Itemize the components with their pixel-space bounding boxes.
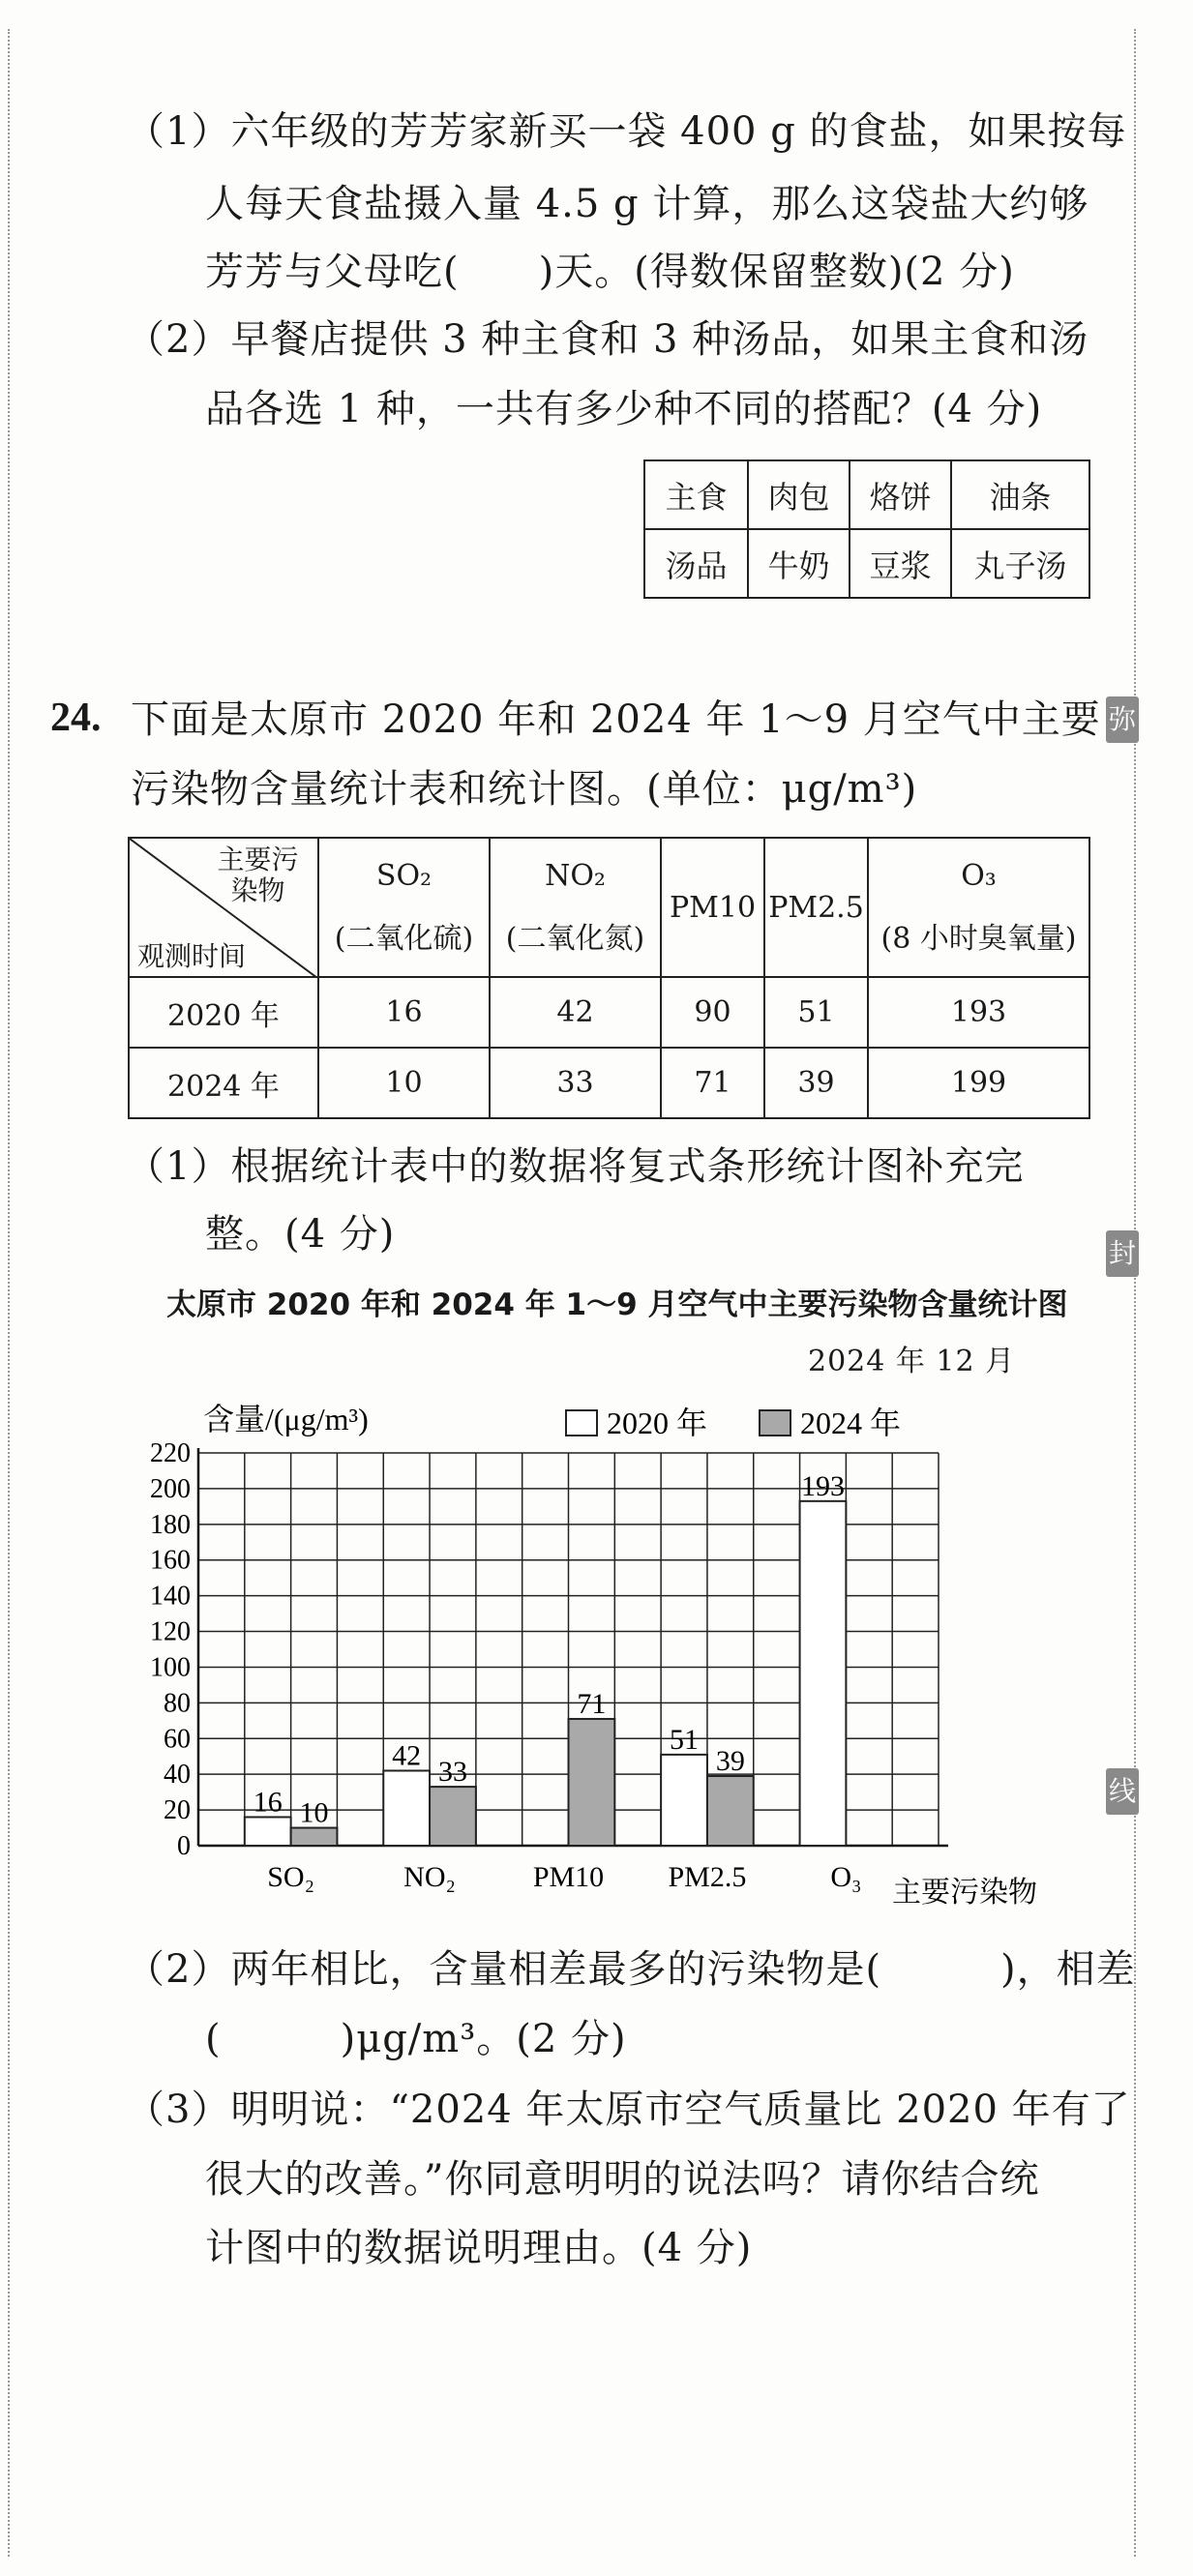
q24-p2-line1: （2）两年相比，含量相差最多的污染物是( )，相差: [126, 1947, 1136, 1992]
y-axis-label: 含量/(μg/m³): [203, 1402, 369, 1436]
row-label: 2024 年: [129, 1048, 318, 1118]
y-tick-label: 100: [150, 1652, 191, 1683]
q24-intro-line2: 污染物含量统计表和统计图。(单位：μg/m³): [131, 767, 918, 812]
menu-cell: 肉包: [748, 460, 850, 529]
menu-cell: 汤品: [644, 529, 748, 598]
x-tick-label: SO₂: [267, 1861, 315, 1893]
x-axis-label: 主要污染物: [892, 1877, 1037, 1909]
col-sub: (二氧化硫): [334, 921, 474, 956]
menu-cell: 豆浆: [850, 529, 951, 598]
q24-p3-line1: （3）明明说：“2024 年太原市空气质量比 2020 年有了: [126, 2087, 1131, 2132]
col-header: [490, 838, 661, 977]
q24-number: 24.: [50, 696, 102, 740]
q23-p1-line2: 人每天食盐摄入量 4.5 g 计算，那么这袋盐大约够: [205, 182, 1089, 226]
side-tag-mi: 弥: [1106, 696, 1139, 743]
bar-value-label: 42: [392, 1739, 422, 1772]
value-cell: 193: [868, 977, 1089, 1048]
q24-p1-line2: 整。(4 分): [205, 1212, 396, 1257]
legend-label: 2020 年: [607, 1406, 708, 1440]
y-tick-label: 120: [150, 1616, 191, 1647]
bar: [707, 1776, 754, 1846]
bar-value-label: 10: [299, 1796, 329, 1829]
bar-value-label: 71: [577, 1687, 607, 1720]
value-cell: 39: [764, 1048, 868, 1118]
value-cell: 33: [490, 1048, 661, 1118]
bar-value-label: 33: [437, 1756, 467, 1789]
y-tick-label: 180: [150, 1509, 191, 1540]
value-cell: 16: [318, 977, 490, 1048]
side-tag-feng: 封: [1106, 1230, 1139, 1277]
q23-p1-line1: （1）六年级的芳芳家新买一袋 400 g 的食盐，如果按每: [126, 109, 1127, 154]
bar: [383, 1770, 430, 1846]
bar-value-label: 39: [715, 1745, 745, 1778]
legend-swatch: [566, 1410, 597, 1436]
menu-cell: 烙饼: [850, 460, 951, 529]
x-tick-label: PM2.5: [668, 1861, 747, 1893]
legend-label: 2024 年: [800, 1406, 902, 1440]
col-sub: (8 小时臭氧量): [880, 921, 1077, 956]
side-tag-xian: 线: [1106, 1768, 1139, 1815]
col-name: NO₂: [545, 858, 606, 893]
bar-value-label: 193: [800, 1469, 845, 1502]
x-tick-label: PM10: [532, 1861, 605, 1893]
y-tick-label: 40: [164, 1760, 191, 1791]
q24-p3-line2: 很大的改善。”你同意明明的说法吗？请你结合统: [205, 2157, 1040, 2202]
bar: [291, 1828, 338, 1846]
table-row: [129, 977, 1089, 1048]
q23-p2-line1: （2）早餐店提供 3 种主食和 3 种汤品，如果主食和汤: [126, 317, 1089, 362]
pollutant-table: [128, 837, 1090, 1119]
row-label: 2020 年: [129, 977, 318, 1048]
chart-date: 2024 年 12 月: [808, 1345, 1016, 1378]
col-sub: (二氧化氮): [505, 921, 645, 956]
q24-p2-line2: ( )μg/m³。(2 分): [205, 2017, 627, 2061]
table-corner-cell: [129, 838, 318, 977]
table-row: [129, 1048, 1089, 1118]
menu-cell: 丸子汤: [951, 529, 1089, 598]
bar: [569, 1719, 615, 1846]
y-tick-label: 200: [150, 1473, 191, 1504]
x-tick-label: NO₂: [403, 1861, 456, 1893]
menu-table: [643, 459, 1090, 599]
value-cell: 10: [318, 1048, 490, 1118]
col-header: [318, 838, 490, 977]
y-tick-label: 20: [164, 1795, 191, 1826]
menu-cell: 牛奶: [748, 529, 850, 598]
col-name: SO₂: [375, 858, 432, 893]
col-header: PM2.5: [764, 838, 868, 977]
y-tick-label: 60: [164, 1724, 191, 1755]
y-tick-label: 220: [150, 1438, 191, 1468]
left-binding-line: [8, 29, 10, 2557]
bar: [800, 1501, 847, 1846]
bar: [430, 1787, 476, 1846]
y-tick-label: 0: [177, 1831, 191, 1861]
right-binding-line: [1134, 29, 1136, 2557]
chart-title: 太原市 2020 年和 2024 年 1～9 月空气中主要污染物含量统计图: [166, 1288, 1068, 1322]
bar-value-label: 16: [253, 1786, 283, 1819]
q24-intro-line1: 下面是太原市 2020 年和 2024 年 1～9 月空气中主要: [131, 697, 1101, 742]
q23-p1-line3: 芳芳与父母吃( )天。(得数保留整数)(2 分): [205, 250, 1015, 294]
value-cell: 51: [764, 977, 868, 1048]
value-cell: 90: [661, 977, 764, 1048]
menu-cell: 主食: [644, 460, 748, 529]
corner-bottom-label: 观测时间: [137, 940, 247, 972]
y-tick-label: 80: [164, 1688, 191, 1719]
q24-p1-line1: （1）根据统计表中的数据将复式条形统计图补充完: [126, 1144, 1025, 1189]
bar-chart: [106, 1393, 1093, 1935]
corner-top-label: 主要污: [217, 844, 299, 875]
col-name: O₃: [961, 858, 997, 893]
y-tick-label: 140: [150, 1581, 191, 1612]
legend-swatch: [760, 1410, 790, 1436]
col-header: [868, 838, 1089, 977]
col-header: PM10: [661, 838, 764, 977]
bar-value-label: 51: [670, 1723, 700, 1756]
menu-cell: 油条: [951, 460, 1089, 529]
value-cell: 71: [661, 1048, 764, 1118]
value-cell: 199: [868, 1048, 1089, 1118]
q24-p3-line3: 计图中的数据说明理由。(4 分): [205, 2226, 753, 2270]
x-tick-label: O₃: [830, 1861, 862, 1893]
q23-p2-line2: 品各选 1 种，一共有多少种不同的搭配？(4 分): [205, 387, 1043, 431]
bar: [245, 1817, 291, 1846]
y-tick-label: 160: [150, 1545, 191, 1576]
bar: [661, 1755, 707, 1846]
corner-top-label-2: 染物: [230, 874, 285, 906]
value-cell: 42: [490, 977, 661, 1048]
